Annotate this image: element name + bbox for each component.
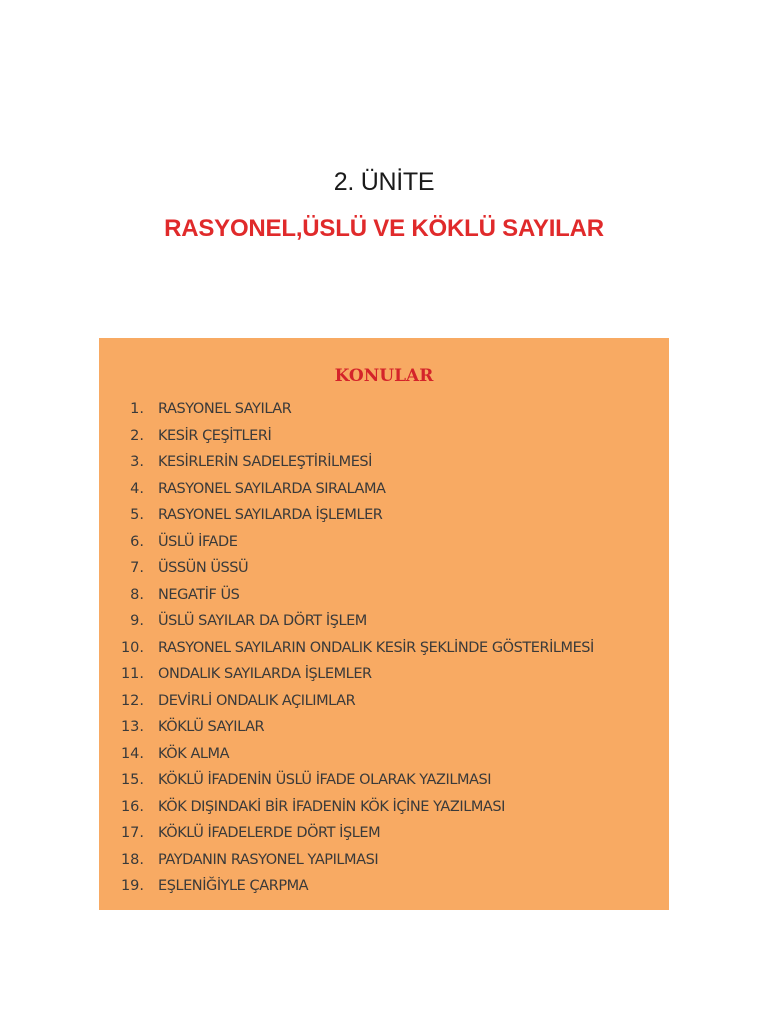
- topic-text: DEVİRLİ ONDALIK AÇILIMLAR: [158, 692, 356, 709]
- topic-text: RASYONEL SAYILARDA SIRALAMA: [158, 480, 386, 497]
- topic-item: [99, 502, 669, 529]
- topics-list: [99, 396, 669, 900]
- topic-number: 1.: [130, 401, 144, 417]
- topic-item: [99, 555, 669, 582]
- topic-number: 18.: [120, 851, 144, 868]
- topic-number: 15.: [120, 772, 144, 788]
- topic-text: KÖKLÜ SAYILAR: [158, 719, 265, 735]
- topic-item: [99, 529, 669, 556]
- topics-box: [99, 338, 669, 910]
- topic-item: [99, 396, 669, 423]
- topic-number: 2.: [130, 427, 144, 444]
- topic-text: ÜSLÜ SAYILAR DA DÖRT İŞLEM: [158, 613, 367, 629]
- topic-number: 6.: [130, 533, 144, 550]
- topic-number: 8.: [130, 586, 144, 603]
- topic-number: 13.: [120, 719, 144, 735]
- unit-title: RASYONEL,ÜSLÜ VE KÖKLÜ SAYILAR: [164, 215, 604, 242]
- topic-text: EŞLENİĞİYLE ÇARPMA: [158, 878, 309, 894]
- topic-item: [99, 635, 669, 662]
- topic-item: [99, 820, 669, 847]
- topic-text: ÜSSÜN ÜSSÜ: [158, 560, 249, 576]
- topic-number: 10.: [120, 639, 144, 656]
- topic-item: [99, 661, 669, 688]
- topic-item: [99, 741, 669, 768]
- topic-number: 12.: [120, 692, 144, 709]
- topic-number: 11.: [120, 666, 144, 682]
- topic-item: [99, 423, 669, 450]
- topic-text: KÖKLÜ İFADELERDE DÖRT İŞLEM: [158, 825, 381, 841]
- topic-text: KESİR ÇEŞİTLERİ: [158, 427, 272, 444]
- topic-text: KÖK DIŞINDAKİ BİR İFADENİN KÖK İÇİNE YAZILMASI: [158, 798, 505, 815]
- topic-text: PAYDANIN RASYONEL YAPILMASI: [158, 851, 379, 868]
- topic-item: [99, 767, 669, 794]
- topic-number: 19.: [120, 878, 144, 894]
- topic-item: [99, 608, 669, 635]
- topic-text: RASYONEL SAYILARDA İŞLEMLER: [158, 507, 383, 523]
- topic-number: 5.: [130, 507, 144, 523]
- topic-item: [99, 714, 669, 741]
- topic-text: RASYONEL SAYILAR: [158, 401, 292, 417]
- topic-number: 14.: [120, 745, 144, 762]
- topic-text: ONDALIK SAYILARDA İŞLEMLER: [158, 666, 372, 682]
- topic-item: [99, 794, 669, 821]
- topic-number: 3.: [130, 454, 144, 470]
- topic-number: 4.: [130, 480, 144, 497]
- topic-item: [99, 582, 669, 609]
- topic-text: KÖKLÜ İFADENİN ÜSLÜ İFADE OLARAK YAZILMASI: [158, 772, 492, 788]
- topic-text: NEGATİF ÜS: [158, 586, 240, 603]
- topic-text: KÖK ALMA: [158, 745, 230, 762]
- topic-number: 7.: [130, 560, 144, 576]
- topic-number: 17.: [120, 825, 144, 841]
- topic-number: 9.: [130, 613, 144, 629]
- topic-number: 16.: [120, 798, 144, 815]
- topic-item: [99, 847, 669, 874]
- topic-text: KESİRLERİN SADELEŞTİRİLMESİ: [158, 454, 373, 470]
- unit-heading: 2. ÜNİTE: [333, 168, 435, 196]
- topic-item: [99, 873, 669, 900]
- topics-heading: KONULAR: [334, 366, 434, 386]
- topic-text: RASYONEL SAYILARIN ONDALIK KESİR ŞEKLİNDE GÖSTERİLMESİ: [158, 639, 594, 656]
- topic-item: [99, 449, 669, 476]
- topic-item: [99, 688, 669, 715]
- topic-item: [99, 476, 669, 503]
- topic-text: ÜSLÜ İFADE: [158, 533, 238, 550]
